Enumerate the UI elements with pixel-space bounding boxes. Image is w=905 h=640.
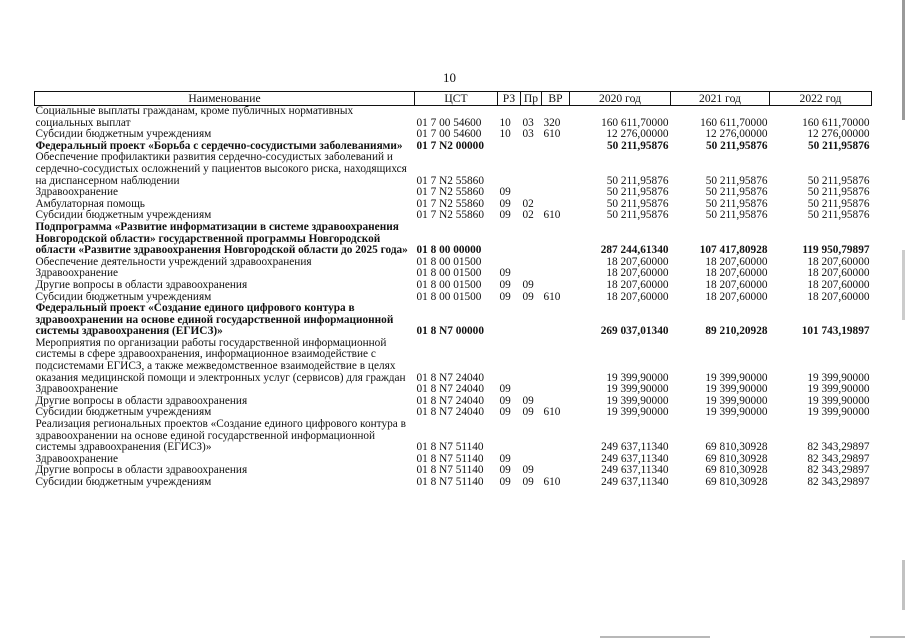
table-row <box>35 419 872 454</box>
row-pr: 09 <box>522 477 534 488</box>
row-value-2021: 69 810,30928 <box>705 477 768 488</box>
row-name: Федеральный проект «Борьба с сердечно-сосудистыми заболеваниями» <box>35 139 403 152</box>
row-pr: 09 <box>522 407 534 419</box>
header-vr: ВР <box>542 92 570 106</box>
row-name: Амбулаторная помощь <box>35 197 145 210</box>
table-row <box>35 303 872 338</box>
row-value-2021: 50 211,95876 <box>705 140 768 152</box>
row-vr: 610 <box>543 291 561 303</box>
row-rz: 09 <box>499 210 511 222</box>
row-value-2020: 19 399,90000 <box>606 384 669 396</box>
row-pr: 02 <box>522 198 534 210</box>
header-name: Наименование <box>35 92 415 106</box>
row-vr: 320 <box>543 116 561 129</box>
row-value-2022: 19 399,90000 <box>807 407 870 419</box>
row-name: Субсидии бюджетным учреждениям <box>35 290 212 303</box>
row-value-2021: 160 611,70000 <box>700 116 768 129</box>
row-value-2022: 50 211,95876 <box>807 210 870 222</box>
table-row <box>35 257 872 269</box>
row-value-2020: 249 637,11340 <box>601 465 669 477</box>
row-value-2021: 89 210,20928 <box>705 325 768 338</box>
row-value-2022: 101 743,19897 <box>801 325 870 338</box>
row-vr <box>542 465 570 477</box>
row-rz: 10 <box>499 116 511 129</box>
header-2020: 2020 год <box>570 92 671 106</box>
row-value-2021: 50 211,95876 <box>705 198 768 210</box>
scan-bottom-mark <box>870 636 905 638</box>
row-vr: 610 <box>543 129 561 141</box>
row-value-2022: 18 207,60000 <box>807 268 870 280</box>
row-value-2021: 12 276,00000 <box>705 129 768 141</box>
row-cst: 01 7 00 54600 <box>416 129 482 141</box>
row-value-2021: 18 207,60000 <box>705 268 768 280</box>
scan-bottom-mark <box>600 636 710 638</box>
row-cst: 01 8 N7 51140 <box>416 441 484 454</box>
row-name: Социальные выплаты гражданам, кроме публичных нормативных социальных выплат <box>35 105 354 129</box>
row-value-2021: 19 399,90000 <box>705 384 768 396</box>
row-pr <box>521 338 542 384</box>
header-pr: Пр <box>521 92 542 106</box>
row-rz <box>498 257 521 269</box>
row-pr <box>521 187 542 199</box>
row-value-2021: 107 417,80928 <box>699 244 768 257</box>
table-row <box>35 222 872 257</box>
row-name: Субсидии бюджетным учреждениям <box>35 128 212 141</box>
table-body <box>35 106 872 489</box>
table-row <box>35 280 872 292</box>
row-name: Федеральный проект «Создание единого цифрового контура в здравоохранении на основе единой государственной информационной системы здравоохранения (ЕГИСЗ)» <box>35 302 394 338</box>
row-vr <box>542 419 570 454</box>
row-name: Здравоохранение <box>35 452 119 465</box>
row-vr <box>542 222 570 257</box>
row-cst: 01 7 N2 55860 <box>416 187 484 199</box>
row-value-2020: 249 637,11340 <box>601 441 669 454</box>
table-row <box>35 187 872 199</box>
row-rz: 09 <box>499 279 511 291</box>
row-value-2020: 50 211,95876 <box>606 187 669 199</box>
row-cst: 01 8 00 01500 <box>416 268 482 280</box>
row-rz <box>498 152 521 187</box>
row-value-2021: 69 810,30928 <box>705 441 768 454</box>
row-vr <box>542 384 570 396</box>
row-pr <box>521 222 542 257</box>
row-rz <box>498 419 521 454</box>
row-value-2021: 18 207,60000 <box>705 291 768 303</box>
header-2022: 2022 год <box>770 92 872 106</box>
row-cst: 01 7 N2 00000 <box>416 140 484 152</box>
row-value-2021: 19 399,90000 <box>705 395 768 407</box>
row-vr <box>542 268 570 280</box>
row-vr <box>542 152 570 187</box>
row-cst: 01 8 N7 51140 <box>416 477 484 488</box>
header-rz: РЗ <box>498 92 521 106</box>
row-name: Субсидии бюджетным учреждениям <box>35 209 212 222</box>
row-rz: 09 <box>499 268 511 280</box>
row-pr: 09 <box>522 291 534 303</box>
row-rz: 09 <box>499 453 511 465</box>
table-header-row <box>35 92 872 106</box>
row-value-2022: 50 211,95876 <box>807 198 870 210</box>
row-value-2020: 50 211,95876 <box>606 198 669 210</box>
table-row <box>35 477 872 489</box>
row-pr <box>521 268 542 280</box>
row-vr: 610 <box>543 477 561 488</box>
row-vr <box>542 141 570 153</box>
row-name: Обеспечение профилактики развития сердечно-сосудистых заболеваний и сердечно-сосудистых осложнений у пациентов высокого риска, находящихся на диспансерном наблюдении <box>35 151 407 187</box>
row-vr: 610 <box>543 210 561 222</box>
row-vr <box>542 187 570 199</box>
row-value-2022: 82 343,29897 <box>807 453 870 465</box>
row-value-2021: 18 207,60000 <box>705 279 768 291</box>
row-rz: 10 <box>499 129 511 141</box>
row-value-2020: 249 637,11340 <box>601 477 669 488</box>
row-value-2020: 18 207,60000 <box>606 268 669 280</box>
row-value-2022: 18 207,60000 <box>807 279 870 291</box>
row-value-2020: 18 207,60000 <box>606 291 669 303</box>
row-value-2022: 19 399,90000 <box>807 395 870 407</box>
row-value-2022: 18 207,60000 <box>807 256 870 268</box>
row-value-2020: 50 211,95876 <box>606 140 669 152</box>
row-value-2021: 19 399,90000 <box>705 407 768 419</box>
row-value-2022: 50 211,95876 <box>807 140 870 152</box>
header-2021: 2021 год <box>671 92 770 106</box>
row-pr <box>521 454 542 466</box>
row-cst: 01 8 00 01500 <box>416 256 482 268</box>
row-pr: 09 <box>522 395 534 407</box>
row-rz <box>498 303 521 338</box>
row-pr: 09 <box>522 279 534 291</box>
row-value-2022: 12 276,00000 <box>807 129 870 141</box>
row-value-2021: 19 399,90000 <box>705 371 768 384</box>
row-name: Субсидии бюджетным учреждениям <box>35 476 212 488</box>
row-pr <box>521 141 542 153</box>
row-pr: 03 <box>522 116 534 129</box>
row-rz: 09 <box>499 477 511 488</box>
row-rz <box>498 338 521 384</box>
row-name: Здравоохранение <box>35 383 119 396</box>
row-value-2022: 18 207,60000 <box>807 291 870 303</box>
row-value-2021: 50 211,95876 <box>705 174 768 187</box>
row-pr <box>521 152 542 187</box>
row-value-2022: 119 950,79897 <box>802 244 870 257</box>
row-cst: 01 7 N2 55860 <box>416 198 484 210</box>
row-cst: 01 7 00 54600 <box>416 116 482 129</box>
row-value-2020: 287 244,61340 <box>600 244 669 257</box>
row-value-2022: 50 211,95876 <box>807 174 870 187</box>
row-value-2021: 18 207,60000 <box>705 256 768 268</box>
row-cst: 01 7 N2 55860 <box>416 210 484 222</box>
row-rz: 09 <box>499 198 511 210</box>
row-cst: 01 8 N7 51140 <box>416 453 484 465</box>
row-value-2020: 18 207,60000 <box>606 279 669 291</box>
row-cst: 01 8 N7 24040 <box>416 384 484 396</box>
row-vr <box>542 199 570 211</box>
row-vr <box>542 303 570 338</box>
row-pr <box>521 419 542 454</box>
row-vr <box>542 280 570 292</box>
row-rz: 09 <box>499 384 511 396</box>
row-name: Другие вопросы в области здравоохранения <box>35 278 248 291</box>
row-name: Мероприятия по организации работы государственной информационной системы в сфере здравоохранения, информационное взаимодействие с подсистемами ЕГИСЗ, а также межведомственное взаимодействие в целях оказания медицинской помощи и электронных услуг (сервисов) для граждан <box>35 336 406 384</box>
row-value-2020: 12 276,00000 <box>606 129 669 141</box>
row-name: Здравоохранение <box>35 267 119 280</box>
row-value-2022: 50 211,95876 <box>807 187 870 199</box>
row-vr <box>542 257 570 269</box>
table-row <box>35 338 872 384</box>
row-value-2020: 18 207,60000 <box>606 256 669 268</box>
row-value-2022: 160 611,70000 <box>802 116 870 129</box>
row-rz: 09 <box>499 395 511 407</box>
header-cst: ЦСТ <box>415 92 498 106</box>
row-pr <box>521 257 542 269</box>
row-vr: 610 <box>543 407 561 419</box>
row-cst: 01 8 00 00000 <box>416 244 482 257</box>
row-rz <box>498 141 521 153</box>
row-name: Другие вопросы в области здравоохранения <box>35 394 248 407</box>
row-cst: 01 8 N7 24040 <box>416 395 484 407</box>
row-cst: 01 8 N7 00000 <box>416 325 484 338</box>
table-row <box>35 152 872 187</box>
row-pr <box>521 384 542 396</box>
row-value-2022: 19 399,90000 <box>807 384 870 396</box>
row-cst: 01 8 N7 24040 <box>416 407 484 419</box>
row-vr <box>542 396 570 408</box>
row-rz: 09 <box>499 187 511 199</box>
row-pr <box>521 303 542 338</box>
row-value-2022: 82 343,29897 <box>807 477 870 488</box>
row-value-2020: 19 399,90000 <box>606 407 669 419</box>
row-rz: 09 <box>499 291 511 303</box>
row-cst: 01 8 00 01500 <box>416 279 482 291</box>
row-rz <box>498 222 521 257</box>
page-number: 10 <box>443 70 456 85</box>
row-pr: 09 <box>522 465 534 477</box>
row-pr: 02 <box>522 210 534 222</box>
row-value-2020: 249 637,11340 <box>601 453 669 465</box>
row-rz: 09 <box>499 407 511 419</box>
row-vr <box>542 454 570 466</box>
table-row <box>35 106 872 130</box>
row-value-2021: 50 211,95876 <box>705 210 768 222</box>
row-cst: 01 8 N7 24040 <box>416 371 484 384</box>
row-value-2020: 19 399,90000 <box>606 395 669 407</box>
row-value-2020: 19 399,90000 <box>606 371 669 384</box>
row-value-2020: 50 211,95876 <box>606 210 669 222</box>
row-cst: 01 8 N7 51140 <box>416 465 484 477</box>
row-value-2021: 50 211,95876 <box>705 187 768 199</box>
row-value-2021: 69 810,30928 <box>705 453 768 465</box>
row-value-2020: 269 037,01340 <box>600 325 669 338</box>
row-name: Другие вопросы в области здравоохранения <box>35 464 248 477</box>
row-rz: 09 <box>499 465 511 477</box>
row-value-2022: 82 343,29897 <box>807 441 870 454</box>
row-name: Здравоохранение <box>35 186 119 199</box>
row-value-2022: 19 399,90000 <box>807 371 870 384</box>
row-value-2020: 160 611,70000 <box>601 116 669 129</box>
row-name: Обеспечение деятельности учреждений здравоохранения <box>35 255 312 268</box>
row-name: Реализация региональных проектов «Создание единого цифрового контура в здравоохранении на основе единой государственной информационной системы здравоохранения (ЕГИСЗ)» <box>35 418 406 454</box>
row-vr <box>542 338 570 384</box>
row-value-2022: 82 343,29897 <box>807 465 870 477</box>
row-cst: 01 7 N2 55860 <box>416 174 484 187</box>
row-name: Субсидии бюджетным учреждениям <box>35 406 212 419</box>
row-value-2021: 69 810,30928 <box>705 465 768 477</box>
row-value-2020: 50 211,95876 <box>606 174 669 187</box>
row-cst: 01 8 00 01500 <box>416 291 482 303</box>
budget-table <box>34 91 872 489</box>
row-pr: 03 <box>522 129 534 141</box>
row-name: Подпрограмма «Развитие информатизации в системе здравоохранения Новгородской области» государственной программы Новгородской области «Развитие здравоохранения Новгородской области до 2025 года» <box>35 220 408 257</box>
